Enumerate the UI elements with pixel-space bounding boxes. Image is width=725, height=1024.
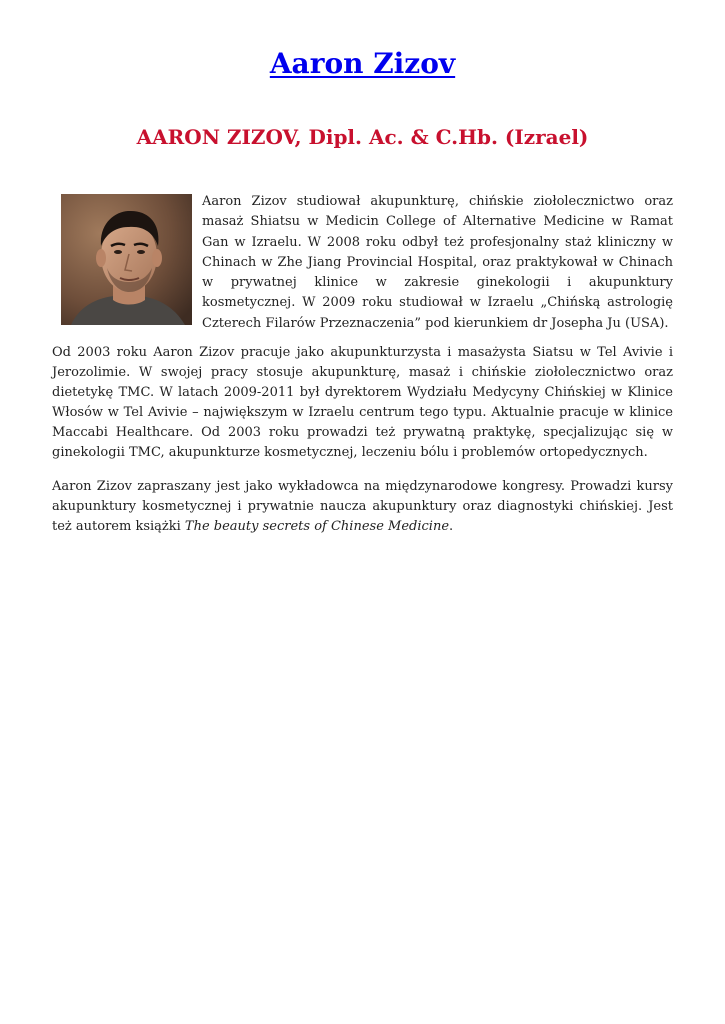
portrait-photo xyxy=(61,194,192,325)
career-paragraph: Od 2003 roku Aaron Zizov pracuje jako akupunkturzysta i masażysta Siatsu w Tel Avivie i Jerozolimie. W swojej pracy stosuje akupunkturę, masaż i chińskie ziołolecznictwo oraz dietetykę TMC. W latach 2009-2011 był dyrektorem Wydziału Medycyny Chińskiej w Klinice Włosów w Tel Avivie – największym w Izraelu centrum tego typu. Aktualnie pracuje w klinice Maccabi Healthcare. Od 2003 roku prowadzi też prywatną praktykę, specjalizując się w ginekologii TMC, akupunkturze kosmetycznej, leczeniu bólu i problemów ortopedycznych. xyxy=(52,345,673,460)
lecturer-paragraph-text: Aaron Zizov zapraszany jest jako wykładowca na międzynarodowe kongresy. Prowadzi kursy akupunktury kosmetycznej i prywatnie naucza akupunktury oraz diagnostyki chińskiej. Jest też autorem książki xyxy=(52,479,673,534)
page-title-link[interactable]: Aaron Zizov xyxy=(269,47,456,80)
lecturer-paragraph xyxy=(52,477,673,537)
portrait-icon xyxy=(61,194,192,325)
book-title: The beauty secrets of Chinese Medicine xyxy=(184,519,450,534)
page-subtitle: AARON ZIZOV, Dipl. Ac. & C.Hb. (Izrael) xyxy=(136,125,589,149)
lecturer-paragraph-end: . xyxy=(449,519,454,534)
intro-paragraph: Aaron Zizov studiował akupunkturę, chińskie ziołolecznictwo oraz masaż Shiatsu w Medicin College of Alternative Medicine w Ramat Gan w Izraelu. W 2008 roku odbył też profesjonalny staż kliniczny w Chinach w Zhe Jiang Provincial Hospital, oraz praktykował w Chinach w prywatnej klinice w zakresie ginekologii i akupunktury kosmetycznej. W 2009 roku studiował w Izraelu „Chińską astrologię Czterech Filarów Przeznaczenia” pod kierunkiem dr Josepha Ju (USA). xyxy=(202,194,673,331)
